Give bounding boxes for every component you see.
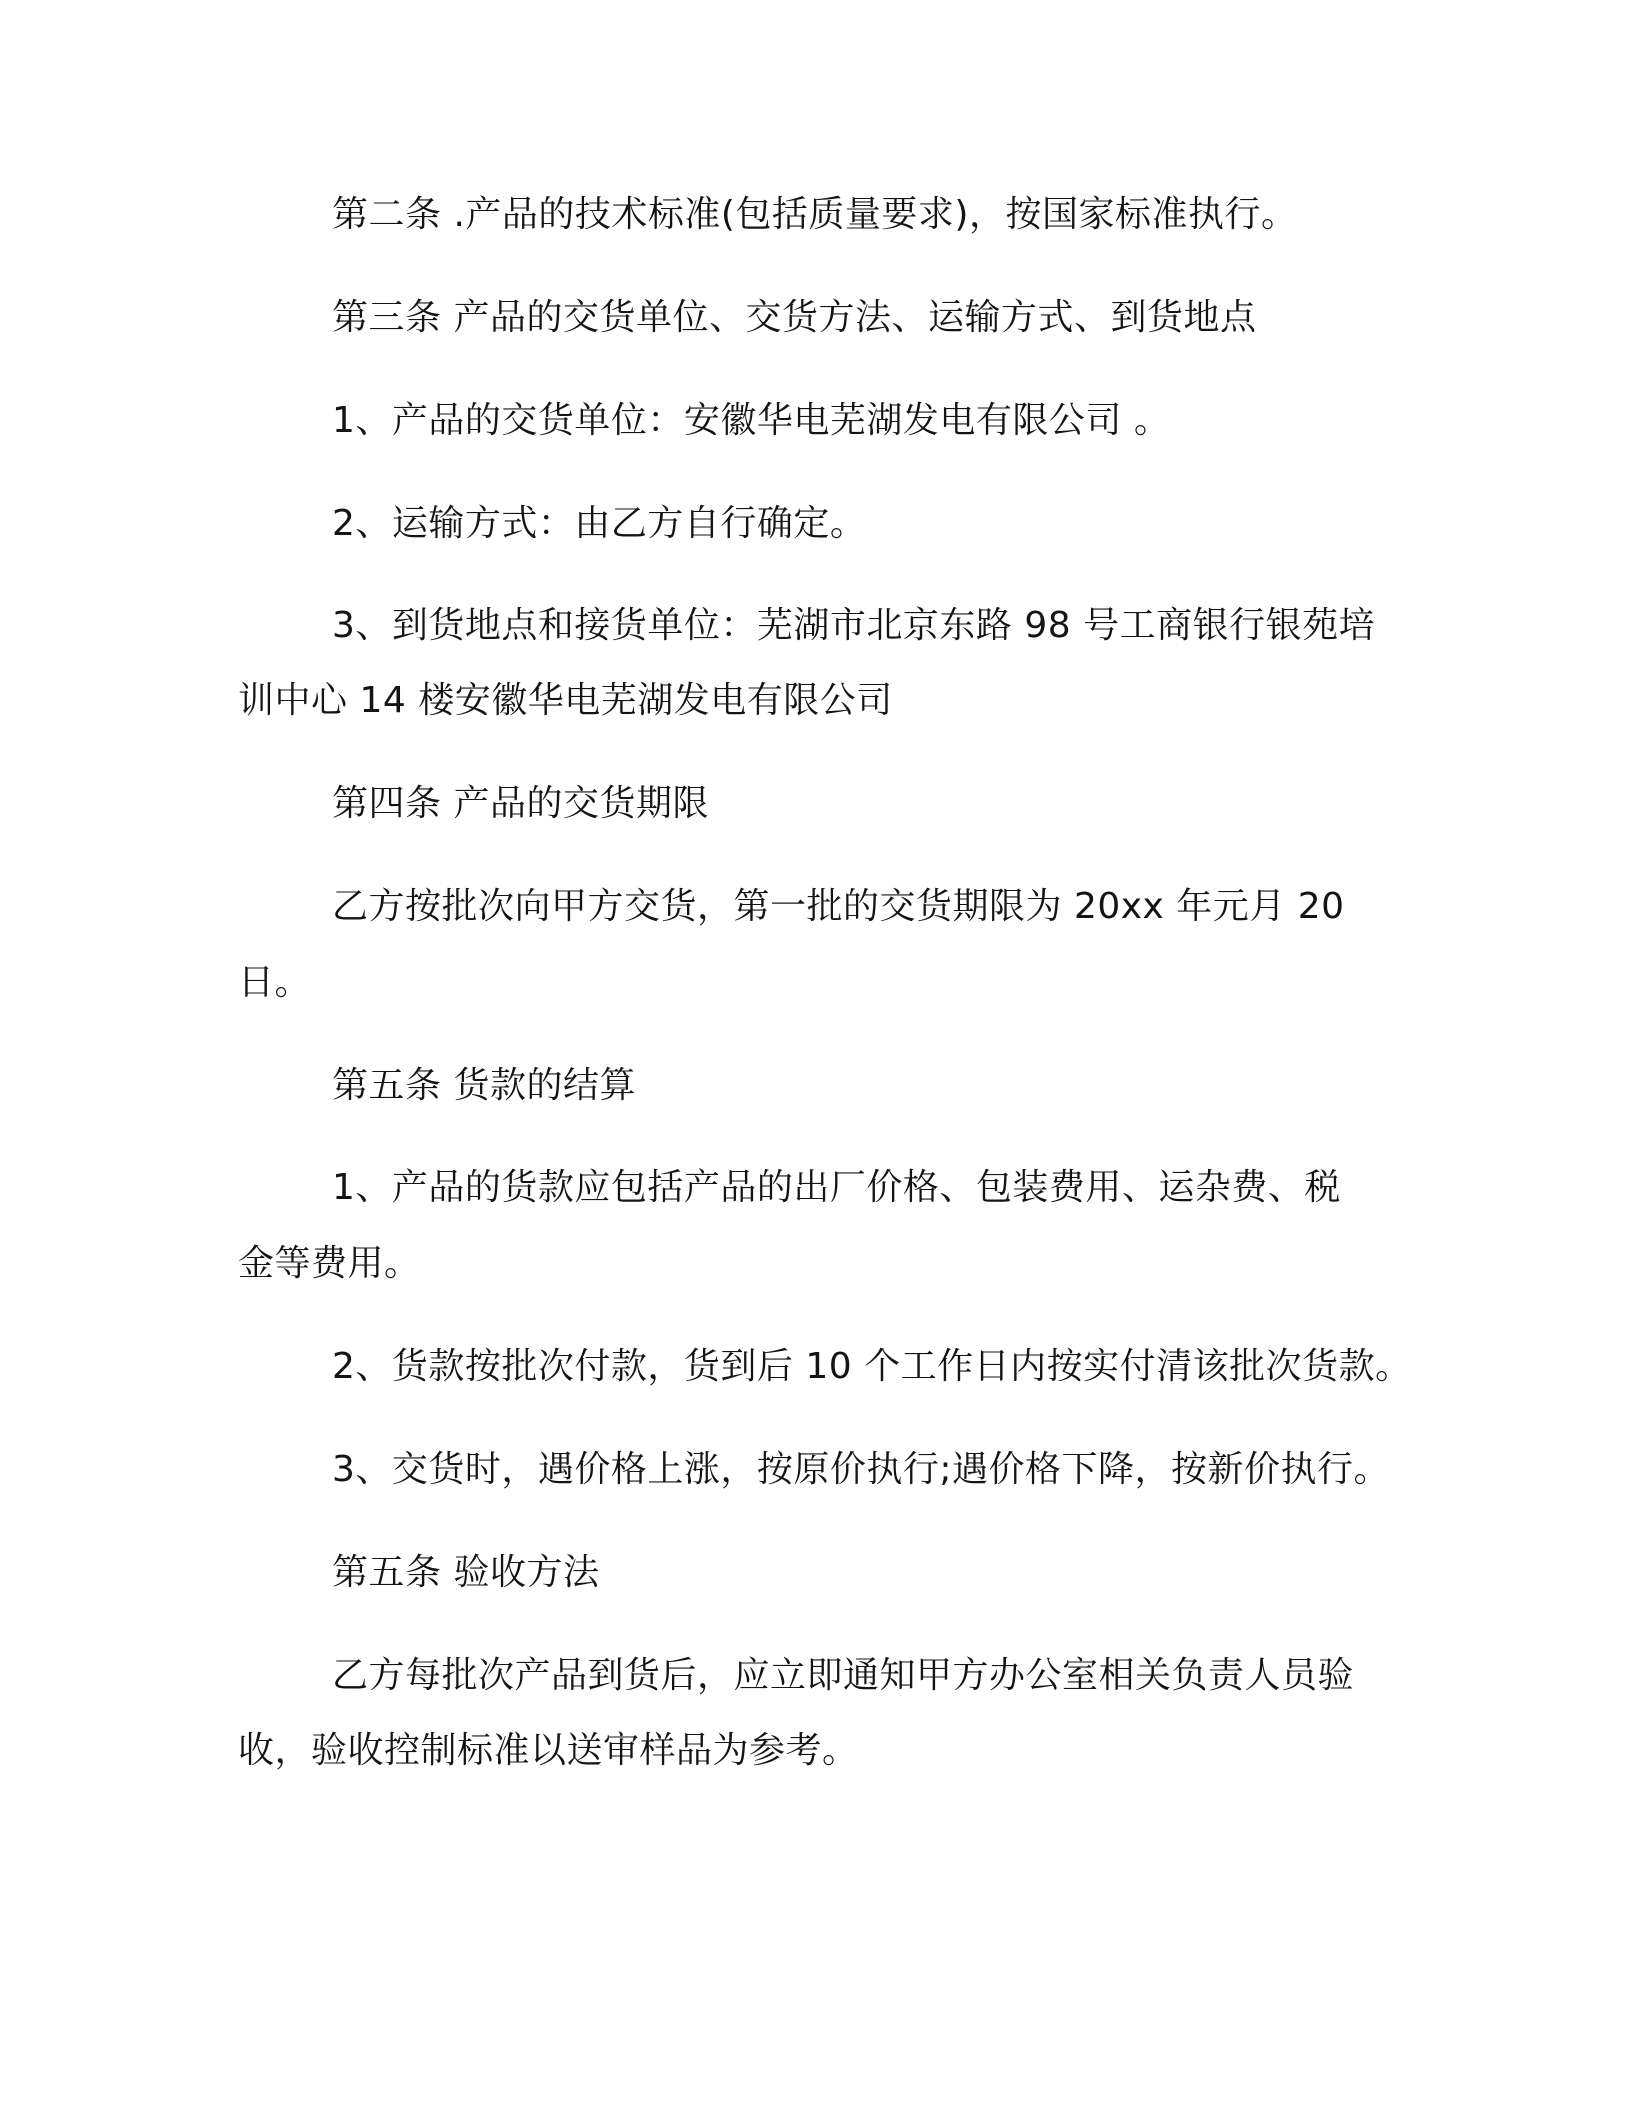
article-5-item-2: 2、货款按批次付款，货到后 10 个工作日内按实付清该批次货款。 [332,1346,1412,1387]
article-3-item-2: 2、运输方式：由乙方自行确定。 [332,503,867,544]
article-4-heading: 第四条 产品的交货期限 [332,783,709,824]
article-5-item-1-line-2: 金等费用。 [238,1243,421,1284]
article-3-item-3-line-1: 3、到货地点和接货单位：芜湖市北京东路 98 号工商银行银苑培 [332,605,1376,646]
article-3-item-3-line-2: 训中心 14 楼安徽华电芜湖发电有限公司 [238,680,893,721]
article-5-item-1-line-1: 1、产品的货款应包括产品的出厂价格、包装费用、运杂费、税 [332,1167,1341,1208]
article-4-text-line-1: 乙方按批次向甲方交货，第一批的交货期限为 20xx 年元月 20 [332,886,1345,927]
article-3-item-1: 1、产品的交货单位：安徽华电芜湖发电有限公司 。 [332,400,1171,441]
article-5b-text-line-2: 收，验收控制标准以送审样品为参考。 [238,1730,859,1771]
article-5b-text-line-1: 乙方每批次产品到货后，应立即通知甲方办公室相关负责人员验 [332,1655,1355,1696]
article-4-text-line-2: 日。 [238,962,312,1003]
article-5-item-3: 3、交货时，遇价格上涨，按原价执行;遇价格下降，按新价执行。 [332,1449,1391,1490]
article-3-heading: 第三条 产品的交货单位、交货方法、运输方式、到货地点 [332,297,1257,338]
article-5-heading: 第五条 货款的结算 [332,1065,636,1106]
article-5b-heading: 第五条 验收方法 [332,1552,600,1593]
article-2-text: 第二条 .产品的技术标准(包括质量要求)，按国家标准执行。 [332,194,1298,235]
